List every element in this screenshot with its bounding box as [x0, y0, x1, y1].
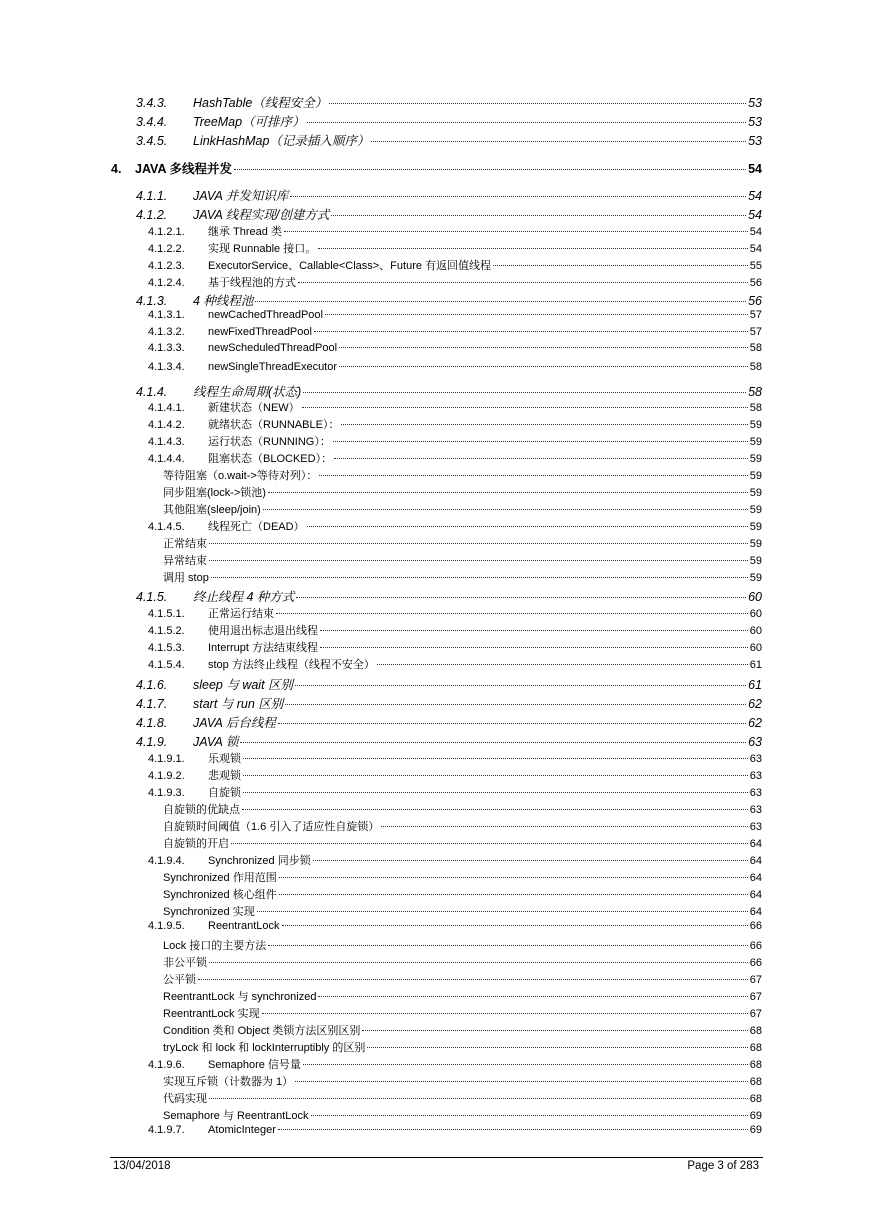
toc-dot-leader: [295, 1081, 748, 1082]
toc-entry-number: 4.1.4.4.: [148, 453, 185, 465]
toc-dot-leader: [325, 314, 748, 315]
toc-dot-leader: [255, 301, 746, 302]
toc-entry[interactable]: [163, 501, 762, 517]
toc-entry-page: 60: [748, 590, 762, 604]
toc-entry-page: 59: [749, 538, 762, 550]
toc-entry-title: Semaphore 信号量: [208, 1059, 301, 1071]
toc-entry-number: 4.1.3.: [136, 294, 168, 308]
toc-dot-leader: [243, 775, 748, 776]
toc-entry-page: 66: [749, 920, 762, 932]
toc-dot-leader: [198, 979, 748, 980]
toc-entry[interactable]: [163, 569, 762, 585]
toc-entry-title: 非公平锁: [163, 957, 207, 969]
toc-entry-number: 4.1.3.4.: [148, 361, 185, 373]
toc-entry-page: 54: [748, 208, 762, 222]
toc-entry-title: JAVA 锁: [193, 735, 239, 749]
toc-entry[interactable]: [163, 1073, 762, 1089]
toc-entry[interactable]: [148, 326, 762, 338]
toc-entry[interactable]: [163, 1022, 762, 1038]
toc-entry-page: 64: [749, 889, 762, 901]
toc-entry[interactable]: [148, 416, 762, 432]
toc-entry[interactable]: [136, 291, 762, 309]
toc-entry-title: 自旋锁: [208, 787, 241, 799]
toc-dot-leader: [231, 843, 748, 844]
toc-entry[interactable]: [148, 784, 762, 800]
toc-entry[interactable]: [148, 852, 762, 868]
toc-entry-page: 59: [749, 487, 762, 499]
toc-entry-number: 4.1.6.: [136, 678, 168, 692]
toc-entry[interactable]: [163, 971, 762, 987]
toc-entry-page: 54: [748, 189, 762, 203]
toc-entry[interactable]: [148, 750, 762, 766]
toc-entry-page: 63: [749, 804, 762, 816]
toc-entry-page: 67: [749, 991, 762, 1003]
toc-entry-number: 4.1.9.5.: [148, 920, 185, 932]
toc-dot-leader: [333, 441, 748, 442]
toc-dot-leader: [320, 647, 748, 648]
toc-entry-number: 3.4.3.: [136, 96, 168, 110]
toc-entry-page: 59: [749, 453, 762, 465]
toc-entry[interactable]: [148, 433, 762, 449]
toc-entry-page: 63: [749, 753, 762, 765]
toc-dot-leader: [234, 169, 746, 170]
toc-dot-leader: [295, 685, 746, 686]
toc-entry[interactable]: [148, 257, 762, 273]
toc-entry-number: 4.1.4.2.: [148, 419, 185, 431]
toc-dot-leader: [303, 1064, 748, 1065]
toc-entry-page: 58: [748, 385, 762, 399]
toc-dot-leader: [243, 758, 748, 759]
toc-dot-leader: [334, 458, 748, 459]
toc-dot-leader: [377, 664, 748, 665]
toc-entry-title: 自旋锁时间阈值（1.6 引入了适应性自旋锁）: [163, 821, 380, 833]
toc-entry-page: 62: [748, 697, 762, 711]
toc-entry-page: 67: [749, 974, 762, 986]
toc-entry-title: stop 方法终止线程（线程不安全）: [208, 659, 375, 671]
toc-entry-page: 61: [749, 659, 762, 671]
toc-entry-title: 正常运行结束: [208, 608, 274, 620]
toc-entry[interactable]: [148, 656, 762, 672]
toc-dot-leader: [307, 122, 747, 123]
toc-entry-page: 63: [748, 735, 762, 749]
toc-entry-title: 基于线程池的方式: [208, 277, 296, 289]
toc-entry[interactable]: [136, 186, 762, 204]
toc-entry-page: 68: [749, 1025, 762, 1037]
toc-entry-number: 4.1.9.1.: [148, 753, 185, 765]
toc-entry-title: 继承 Thread 类: [208, 226, 282, 238]
toc-entry[interactable]: [136, 131, 762, 149]
toc-dot-leader: [285, 704, 746, 705]
toc-entry-number: 4.1.2.1.: [148, 226, 185, 238]
toc-entry-title: 乐观锁: [208, 753, 241, 765]
toc-entry-title: ReentrantLock 实现: [163, 1008, 260, 1020]
toc-entry-title: 线程生命周期(状态): [193, 385, 302, 399]
toc-entry-page: 57: [749, 326, 762, 338]
toc-entry-page: 68: [749, 1093, 762, 1105]
toc-entry-number: 4.1.9.3.: [148, 787, 185, 799]
toc-entry-title: 调用 stop: [163, 572, 209, 584]
toc-entry-number: 4.1.3.1.: [148, 309, 185, 321]
toc-entry[interactable]: [163, 801, 762, 817]
toc-entry-title: 悲观锁: [208, 770, 241, 782]
toc-entry-title: 实现互斥锁（计数器为 1）: [163, 1076, 294, 1088]
toc-entry[interactable]: [136, 675, 762, 693]
toc-dot-leader: [209, 543, 748, 544]
toc-entry-page: 60: [749, 625, 762, 637]
toc-entry-page: 69: [749, 1110, 762, 1122]
toc-entry[interactable]: [163, 552, 762, 568]
toc-entry[interactable]: [136, 587, 762, 605]
toc-entry[interactable]: [136, 732, 762, 750]
toc-entry-number: 4.1.1.: [136, 189, 168, 203]
toc-entry-title: 就绪状态（RUNNABLE）：: [208, 419, 340, 431]
toc-dot-leader: [371, 141, 746, 142]
toc-entry[interactable]: [148, 399, 762, 415]
toc-entry-page: 64: [749, 872, 762, 884]
toc-entry[interactable]: [163, 954, 762, 970]
toc-entry-page: 59: [749, 470, 762, 482]
toc-dot-leader: [320, 630, 748, 631]
toc-entry-number: 4.1.2.3.: [148, 260, 185, 272]
toc-entry-number: 4.1.5.1.: [148, 608, 185, 620]
toc-dot-leader: [313, 860, 748, 861]
toc-entry[interactable]: [163, 886, 762, 902]
toc-entry-page: 60: [749, 642, 762, 654]
toc-dot-leader: [362, 1030, 747, 1031]
toc-entry-title: 阻塞状态（BLOCKED）：: [208, 453, 333, 465]
toc-entry-number: 4.1.9.2.: [148, 770, 185, 782]
toc-entry[interactable]: [163, 988, 762, 1004]
toc-entry-page: 67: [749, 1008, 762, 1020]
toc-entry-title: newCachedThreadPool: [208, 309, 323, 321]
toc-entry-number: 4.1.5.3.: [148, 642, 185, 654]
toc-entry-title: sleep 与 wait 区别: [193, 678, 294, 692]
toc-entry-title: JAVA 后台线程: [193, 716, 276, 730]
toc-entry-page: 68: [749, 1059, 762, 1071]
toc-entry-page: 59: [749, 521, 762, 533]
toc-dot-leader: [242, 809, 748, 810]
toc-entry-number: 4.1.5.: [136, 590, 168, 604]
toc-entry-page: 66: [749, 957, 762, 969]
toc-entry-page: 63: [749, 821, 762, 833]
toc-entry[interactable]: [163, 535, 762, 551]
toc-dot-leader: [367, 1047, 747, 1048]
toc-entry[interactable]: [148, 1124, 762, 1136]
toc-entry-number: 4.1.4.: [136, 385, 168, 399]
toc-entry[interactable]: [148, 518, 762, 534]
toc-dot-leader: [279, 877, 748, 878]
toc-entry-number: 4.1.9.: [136, 735, 168, 749]
toc-entry[interactable]: [163, 818, 762, 834]
toc-dot-leader: [209, 560, 748, 561]
toc-dot-leader: [319, 475, 747, 476]
toc-entry-title: 异常结束: [163, 555, 207, 567]
toc-entry-page: 55: [749, 260, 762, 272]
toc-dot-leader: [381, 826, 747, 827]
toc-entry[interactable]: [148, 240, 762, 256]
toc-entry-page: 64: [749, 906, 762, 918]
toc-entry-page: 59: [749, 419, 762, 431]
toc-dot-leader: [341, 424, 747, 425]
toc-entry-page: 59: [749, 504, 762, 516]
toc-entry-number: 4.1.8.: [136, 716, 168, 730]
toc-dot-leader: [268, 492, 748, 493]
toc-entry-title: newSingleThreadExecutor: [208, 361, 338, 373]
toc-entry-title: newScheduledThreadPool: [208, 342, 338, 354]
toc-entry[interactable]: [148, 639, 762, 655]
toc-entry[interactable]: [148, 342, 762, 354]
toc-dot-leader: [278, 723, 746, 724]
toc-entry-title: TreeMap（可排序）: [193, 115, 305, 129]
toc-entry-number: 4.1.2.: [136, 208, 168, 222]
toc-dot-leader: [257, 911, 748, 912]
toc-entry[interactable]: [136, 382, 762, 400]
toc-dot-leader: [284, 231, 748, 232]
toc-entry-number: 4.: [111, 162, 122, 176]
footer-page-number: Page 3 of 283: [687, 1160, 759, 1172]
toc-entry-number: 4.1.5.2.: [148, 625, 185, 637]
toc-dot-leader: [307, 526, 748, 527]
toc-dot-leader: [339, 347, 748, 348]
toc-entry-number: 4.1.3.2.: [148, 326, 185, 338]
toc-entry[interactable]: [148, 605, 762, 621]
toc-entry[interactable]: [148, 450, 762, 466]
toc-entry-number: 4.1.3.3.: [148, 342, 185, 354]
toc-entry-title: JAVA 多线程并发: [135, 162, 232, 176]
toc-entry[interactable]: [163, 835, 762, 851]
toc-entry-title: Condition 类和 Object 类锁方法区别区别: [163, 1025, 361, 1037]
toc-entry-title: 代码实现: [163, 1093, 207, 1105]
toc-entry-title: Semaphore 与 ReentrantLock: [163, 1110, 309, 1122]
toc-entry-number: 4.1.4.5.: [148, 521, 185, 533]
toc-dot-leader: [209, 1098, 748, 1099]
toc-entry-page: 63: [749, 770, 762, 782]
toc-entry-title: 运行状态（RUNNING）：: [208, 436, 331, 448]
toc-entry-title: 终止线程 4 种方式: [193, 590, 295, 604]
toc-entry-page: 59: [749, 555, 762, 567]
toc-entry[interactable]: [163, 467, 762, 483]
toc-entry-page: 64: [749, 855, 762, 867]
toc-entry[interactable]: [163, 1039, 762, 1055]
toc-entry-number: 3.4.5.: [136, 134, 168, 148]
toc-entry-page: 53: [748, 96, 762, 110]
toc-entry-page: 64: [749, 838, 762, 850]
toc-dot-leader: [209, 962, 748, 963]
toc-entry-title: 同步阻塞(lock->锁池): [163, 487, 266, 499]
toc-entry-page: 59: [749, 436, 762, 448]
toc-entry-title: Synchronized 实现: [163, 906, 255, 918]
toc-entry-title: start 与 run 区别: [193, 697, 284, 711]
toc-entry-title: JAVA 并发知识库: [193, 189, 289, 203]
toc-entry-title: 新建状态（NEW）: [208, 402, 300, 414]
toc-entry[interactable]: [163, 1090, 762, 1106]
toc-dot-leader: [318, 248, 748, 249]
toc-entry[interactable]: [163, 937, 762, 953]
toc-entry-title: tryLock 和 lock 和 lockInterruptibly 的区别: [163, 1042, 366, 1054]
toc-dot-leader: [243, 792, 748, 793]
toc-entry-title: Lock 接口的主要方法: [163, 940, 267, 952]
toc-entry-title: LinkHashMap（记录插入顺序）: [193, 134, 370, 148]
toc-dot-leader: [262, 1013, 748, 1014]
toc-entry-page: 61: [748, 678, 762, 692]
footer-date: 13/04/2018: [113, 1160, 171, 1172]
toc-entry-page: 58: [749, 342, 762, 354]
toc-dot-leader: [240, 742, 746, 743]
toc-entry[interactable]: [148, 223, 762, 239]
toc-dot-leader: [290, 196, 746, 197]
toc-dot-leader: [302, 407, 748, 408]
toc-entry-title: ReentrantLock 与 synchronized: [163, 991, 317, 1003]
toc-entry-title: 使用退出标志退出线程: [208, 625, 318, 637]
toc-entry-number: 4.1.5.4.: [148, 659, 185, 671]
toc-entry-page: 54: [749, 226, 762, 238]
toc-entry[interactable]: [148, 309, 762, 321]
toc-entry-number: 4.1.4.1.: [148, 402, 185, 414]
toc-entry-page: 56: [748, 294, 762, 308]
toc-dot-leader: [282, 925, 748, 926]
toc-entry[interactable]: [148, 622, 762, 638]
toc-entry-page: 54: [749, 243, 762, 255]
toc-entry[interactable]: [163, 1005, 762, 1021]
toc-dot-leader: [298, 282, 748, 283]
toc-entry-page: 57: [749, 309, 762, 321]
toc-entry-title: 其他阻塞(sleep/join): [163, 504, 261, 516]
toc-dot-leader: [276, 613, 748, 614]
toc-entry-title: newFixedThreadPool: [208, 326, 312, 338]
toc-entry-number: 4.1.7.: [136, 697, 168, 711]
toc-dot-leader: [311, 1115, 748, 1116]
toc-entry-page: 56: [749, 277, 762, 289]
toc-entry-number: 4.1.4.3.: [148, 436, 185, 448]
toc-entry-page: 68: [749, 1076, 762, 1088]
toc-entry-number: 4.1.9.4.: [148, 855, 185, 867]
toc-entry[interactable]: [136, 93, 762, 111]
toc-dot-leader: [296, 597, 746, 598]
toc-entry-page: 53: [748, 115, 762, 129]
toc-entry[interactable]: [148, 1056, 762, 1072]
toc-entry[interactable]: [111, 159, 762, 177]
toc-entry[interactable]: [136, 713, 762, 731]
toc-entry-page: 63: [749, 787, 762, 799]
toc-entry-page: 69: [749, 1124, 762, 1136]
toc-entry-page: 53: [748, 134, 762, 148]
toc-entry[interactable]: [148, 274, 762, 290]
toc-entry-page: 58: [749, 402, 762, 414]
toc-dot-leader: [318, 996, 747, 997]
toc-entry-title: 自旋锁的开启: [163, 838, 229, 850]
toc-entry-title: 公平锁: [163, 974, 196, 986]
toc-dot-leader: [211, 577, 748, 578]
toc-entry-page: 62: [748, 716, 762, 730]
toc-dot-leader: [268, 945, 747, 946]
toc-dot-leader: [279, 894, 748, 895]
toc-entry-title: JAVA 线程实现/创建方式: [193, 208, 330, 222]
toc-dot-leader: [278, 1129, 748, 1130]
toc-entry-title: 线程死亡（DEAD）: [208, 521, 305, 533]
toc-entry-page: 58: [749, 361, 762, 373]
toc-entry-title: ExecutorService、Callable<Class>、Future 有返回值线程: [208, 260, 492, 272]
toc-dot-leader: [493, 265, 748, 266]
toc-entry-number: 4.1.2.4.: [148, 277, 185, 289]
toc-entry[interactable]: [148, 767, 762, 783]
toc-entry-title: 实现 Runnable 接口。: [208, 243, 317, 255]
toc-entry[interactable]: [163, 1107, 762, 1123]
toc-dot-leader: [314, 331, 748, 332]
toc-entry[interactable]: [148, 920, 762, 932]
toc-dot-leader: [303, 392, 746, 393]
toc-entry-title: Synchronized 作用范围: [163, 872, 277, 884]
toc-entry[interactable]: [163, 484, 762, 500]
toc-dot-leader: [339, 366, 748, 367]
toc-entry-number: 4.1.9.6.: [148, 1059, 185, 1071]
footer-divider: [110, 1157, 763, 1158]
toc-entry[interactable]: [136, 205, 762, 223]
toc-entry[interactable]: [148, 361, 762, 373]
toc-entry-page: 54: [748, 162, 762, 176]
toc-dot-leader: [331, 215, 746, 216]
toc-entry-title: 自旋锁的优缺点: [163, 804, 240, 816]
toc-entry-title: 正常结束: [163, 538, 207, 550]
toc-entry-page: 59: [749, 572, 762, 584]
toc-entry-title: 4 种线程池: [193, 294, 254, 308]
toc-entry[interactable]: [136, 694, 762, 712]
toc-entry-title: 等待阻塞（o.wait->等待对列）：: [163, 470, 318, 482]
toc-dot-leader: [329, 103, 746, 104]
toc-entry-title: Interrupt 方法结束线程: [208, 642, 319, 654]
toc-entry-page: 60: [749, 608, 762, 620]
toc-entry-title: ReentrantLock: [208, 920, 280, 932]
toc-entry-title: AtomicInteger: [208, 1124, 276, 1136]
toc-entry-title: Synchronized 核心组件: [163, 889, 277, 901]
toc-entry-number: 3.4.4.: [136, 115, 168, 129]
toc-entry[interactable]: [163, 903, 762, 919]
toc-entry-page: 68: [749, 1042, 762, 1054]
toc-entry-number: 4.1.2.2.: [148, 243, 185, 255]
toc-entry-title: Synchronized 同步锁: [208, 855, 311, 867]
toc-entry[interactable]: [136, 112, 762, 130]
toc-entry-page: 66: [749, 940, 762, 952]
toc-entry[interactable]: [163, 869, 762, 885]
toc-entry-number: 4.1.9.7.: [148, 1124, 185, 1136]
toc-dot-leader: [263, 509, 748, 510]
toc-entry-title: HashTable（线程安全）: [193, 96, 328, 110]
